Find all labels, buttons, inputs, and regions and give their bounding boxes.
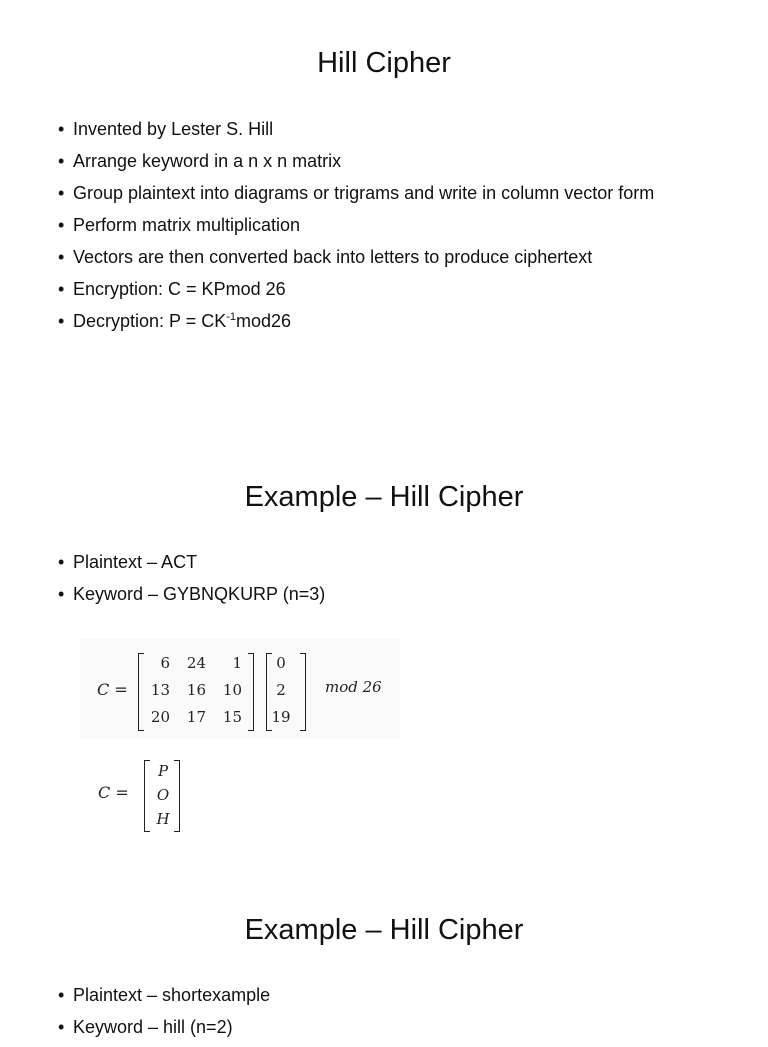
bullet-item: • Encryption: C = KPmod 26: [58, 277, 718, 301]
bullet-item: • Invented by Lester S. Hill: [58, 117, 718, 141]
matrix-equation-image: [80, 639, 400, 739]
decryption-exponent: -1: [226, 311, 237, 323]
matrix-cell: 15: [222, 708, 242, 726]
matrix-cell: 6: [160, 654, 170, 672]
slide-title: Example – Hill Cipher: [244, 914, 524, 946]
slide-hill-cipher: [0, 0, 768, 430]
equation-lhs: C =: [98, 783, 129, 802]
bullet-item: • Vectors are then converted back into letters to produce ciphertext: [58, 245, 718, 269]
slide-title: Example – Hill Cipher: [244, 481, 524, 513]
slide-example-shortexample: [0, 868, 768, 1037]
slide-example-act: [0, 434, 768, 868]
matrix-cell: 17: [186, 708, 206, 726]
bullet-item: • Keyword – GYBNQKURP (n=3): [58, 582, 718, 606]
vector-right-bracket: [300, 653, 306, 731]
matrix-cell: 10: [222, 681, 242, 699]
bullet-item: • Perform matrix multiplication: [58, 213, 718, 237]
bullet-list: [58, 117, 718, 341]
decryption-suffix: mod26: [236, 311, 292, 331]
matrix-cell: 16: [186, 681, 206, 699]
bullet-item: • Keyword – hill (n=2): [58, 1015, 718, 1039]
bullet-item-decryption: [58, 309, 718, 333]
bullet-list: [58, 983, 718, 1047]
vector-left-bracket: [144, 760, 150, 832]
slide-title: Hill Cipher: [317, 47, 451, 79]
vector-cell: O: [156, 786, 170, 804]
matrix-cell: 20: [150, 708, 170, 726]
matrix-cell: 1: [232, 654, 242, 672]
bullet-item: • Plaintext – shortexample: [58, 983, 718, 1007]
matrix-cell: 24: [186, 654, 206, 672]
matrix-right-bracket: [248, 653, 254, 731]
bullet-item: • Plaintext – ACT: [58, 550, 718, 574]
vector-cell: 2: [276, 681, 286, 699]
matrix-cell: 13: [150, 681, 170, 699]
vector-cell: 0: [276, 654, 286, 672]
result-vector-equation: [94, 757, 214, 837]
vector-cell: 19: [271, 708, 291, 726]
vector-cell: P: [157, 762, 169, 780]
vector-cell: H: [156, 810, 170, 828]
bullet-item: • Arrange keyword in a n x n matrix: [58, 149, 718, 173]
bullet-item: • Group plaintext into diagrams or trigrams and write in column vector form: [58, 181, 718, 205]
decryption-prefix: Decryption: P = CK: [73, 311, 227, 331]
equation-lhs: C =: [97, 680, 128, 699]
modulus-label: mod 26: [325, 678, 382, 696]
bullet-list: [58, 550, 718, 614]
